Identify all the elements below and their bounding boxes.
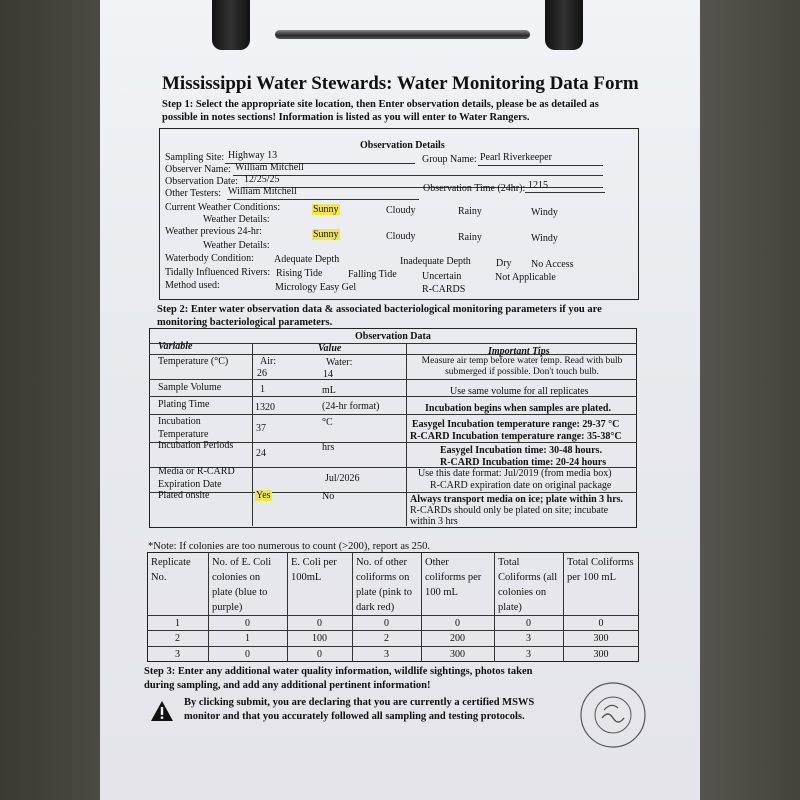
colony-note: *Note: If colonies are too numerous to count (>200), report as 250. <box>148 541 431 552</box>
current-weather-label: Current Weather Conditions: <box>165 202 281 213</box>
replicate-cell[interactable]: 100 <box>312 633 327 644</box>
replicate-cell[interactable]: 0 <box>455 618 460 629</box>
replicate-cell[interactable]: 300 <box>593 649 609 660</box>
clipboard-clip-bar <box>275 30 530 39</box>
group-name-line <box>478 165 603 166</box>
mississippi-water-stewards-seal-icon <box>578 680 648 750</box>
method-used-label: Method used: <box>165 280 220 291</box>
observation-time-line <box>525 192 605 193</box>
easygel-time-tip: Easygel Incubation time: 30-48 hours. <box>440 445 602 456</box>
method-rcards[interactable]: R-CARDS <box>422 284 466 295</box>
sample-volume-field[interactable]: 1 <box>260 384 265 395</box>
plated-onsite-tip2: R-CARDs should only be plated on site; incubate within 3 hrs <box>410 505 609 527</box>
incubation-temperature-label: Incubation Temperature <box>158 416 209 440</box>
temperature-tip: Measure air temp before water temp. Read with bulb submerged if possible. Don't touch bulb. <box>421 356 623 377</box>
tidal-rivers-label: Tidally Influenced Rivers: <box>165 267 271 278</box>
expiration-tip2: R-CARD expiration date on original package <box>430 480 612 491</box>
method-easygel[interactable]: Micrology Easy Gel <box>275 282 357 293</box>
observer-name-label: Observer Name: <box>165 164 231 175</box>
plating-time-tip: Incubation begins when samples are plated. <box>425 403 611 414</box>
expiration-tip1: Use this date format: Jul/2019 (from media box) <box>418 468 612 479</box>
plating-time-field[interactable]: 1320 <box>255 402 275 413</box>
tidal-rising[interactable]: Rising Tide <box>276 268 323 279</box>
rep-table-rule <box>147 646 639 647</box>
sample-volume-label: Sample Volume <box>158 382 222 393</box>
rcard-time-tip: R-CARD Incubation time: 20-24 hours <box>440 457 607 468</box>
air-temp-field[interactable]: 26 <box>257 368 267 379</box>
replicate-cell[interactable]: 0 <box>384 618 389 629</box>
replicate-cell[interactable]: 3 <box>384 649 389 660</box>
water-temp-field[interactable]: 14 <box>323 369 333 380</box>
form-paper <box>100 0 700 800</box>
previous-weather-cloudy[interactable]: Cloudy <box>386 231 416 242</box>
warning-icon <box>150 700 174 722</box>
replicate-header-6: Total Coliforms per 100 mL <box>567 557 634 583</box>
tidal-uncertain[interactable]: Uncertain <box>422 271 462 282</box>
plated-onsite-no[interactable]: No <box>322 491 335 502</box>
replicate-header-5: Total Coliforms (all colonies on plate) <box>498 557 558 613</box>
easygel-temp-tip: Easygel Incubation temperature range: 29-37 °C <box>412 419 620 430</box>
replicate-header-3: No. of other coliforms on plate (pink to dark red) <box>356 557 412 613</box>
replicate-header-4: Other coliforms per 100 mL <box>425 557 482 598</box>
rcard-temp-tip: R-CARD Incubation temperature range: 35-38°C <box>410 431 622 442</box>
declaration-line1: By clicking submit, you are declaring that you are currently a certified MSWS <box>184 697 535 708</box>
observation-date-field[interactable]: 12/25/25 <box>244 174 280 185</box>
observation-data-heading: Observation Data <box>355 331 431 342</box>
step3-line1: Step 3: Enter any additional water quality information, wildlife sightings, photos taken <box>144 666 533 677</box>
declaration-line2: monitor and that you accurately followed all sampling and testing protocols. <box>184 711 525 722</box>
previous-weather-details-label: Weather Details: <box>203 240 270 251</box>
plated-onsite-label: Plated onsite <box>158 490 210 501</box>
obs-table-divider <box>406 343 407 526</box>
water-label: Water: <box>326 357 353 368</box>
col-value-header: Value <box>318 343 342 354</box>
replicate-cell[interactable]: 3 <box>526 633 531 644</box>
replicate-header-1: No. of E. Coli colonies on plate (blue to purple) <box>212 557 272 613</box>
step1-line1: Step 1: Select the appropriate site location, then Enter observation details, please be as detailed as <box>162 99 599 110</box>
obs-table-rule <box>149 354 637 355</box>
observation-time-label: Observation Time (24hr): <box>423 183 526 194</box>
other-testers-line <box>227 199 419 200</box>
replicate-cell[interactable]: 300 <box>593 633 609 644</box>
air-label: Air: <box>260 356 277 367</box>
plated-onsite-yes[interactable]: Yes <box>256 490 271 501</box>
obs-table-divider <box>252 343 253 526</box>
col-tips-header: Important Tips <box>488 346 550 357</box>
replicate-number: 2 <box>175 633 180 644</box>
tidal-not-applicable[interactable]: Not Applicable <box>495 272 556 283</box>
obs-table-rule <box>149 396 637 397</box>
replicate-header-0: Replicate No. <box>151 557 191 583</box>
replicate-header-2: E. Coli per 100mL <box>291 557 337 583</box>
obs-table-rule <box>149 343 637 344</box>
replicate-number: 3 <box>175 649 180 660</box>
sample-volume-unit: mL <box>322 385 336 396</box>
replicate-cell[interactable]: 0 <box>245 618 250 629</box>
replicate-number: 1 <box>175 618 180 629</box>
replicate-cell[interactable]: 200 <box>450 633 465 644</box>
sample-volume-tip: Use same volume for all replicates <box>450 386 589 397</box>
observer-name-field[interactable]: William Mitchell <box>235 162 304 173</box>
observation-time-field[interactable]: 1215 <box>528 180 548 191</box>
incubation-periods-field[interactable]: 24 <box>256 448 266 459</box>
expiration-label: Media or R-CARD Expiration Date <box>158 466 235 490</box>
waterbody-condition-label: Waterbody Condition: <box>165 253 254 264</box>
sampling-site-label: Sampling Site: <box>165 152 225 163</box>
replicate-cell[interactable]: 2 <box>384 633 389 644</box>
incubation-periods-label: Incubation Periods <box>158 440 234 451</box>
current-weather-cloudy[interactable]: Cloudy <box>386 205 416 216</box>
waterbody-inadequate-depth[interactable]: Inadequate Depth <box>400 256 471 267</box>
plating-time-unit: (24-hr format) <box>322 401 380 412</box>
other-testers-label: Other Testers: <box>165 188 222 199</box>
clipboard-clip-left <box>212 0 250 50</box>
col-variable-header: Variable <box>158 341 193 352</box>
clipboard-clip-right <box>545 0 583 50</box>
current-weather-windy[interactable]: Windy <box>531 207 558 218</box>
plating-time-label: Plating Time <box>158 399 210 410</box>
observation-date-label: Observation Date: <box>165 176 239 187</box>
background-right <box>700 0 800 800</box>
previous-weather-windy[interactable]: Windy <box>531 233 558 244</box>
obs-table-rule <box>149 379 637 380</box>
replicate-cell[interactable]: 0 <box>317 649 322 660</box>
waterbody-no-access[interactable]: No Access <box>531 259 574 270</box>
obs-table-rule <box>149 492 637 493</box>
replicate-cell[interactable]: 0 <box>598 618 604 629</box>
step2-line1: Step 2: Enter water observation data & associated bacteriological monitoring parameters if you are <box>157 304 602 315</box>
form-title: Mississippi Water Stewards: Water Monitoring Data Form <box>162 73 639 94</box>
sampling-site-field[interactable]: Highway 13 <box>228 150 278 161</box>
plated-onsite-tip1: Always transport media on ice; plate within 3 hrs. <box>410 494 624 505</box>
previous-weather-rainy[interactable]: Rainy <box>458 232 482 243</box>
step3-line2: during sampling, and add any additional pertinent information! <box>144 680 431 691</box>
waterbody-adequate-depth[interactable]: Adequate Depth <box>274 254 340 265</box>
incubation-temperature-unit: °C <box>322 417 333 428</box>
replicate-cell[interactable]: 0 <box>245 649 250 660</box>
tidal-falling[interactable]: Falling Tide <box>348 269 397 280</box>
previous-weather-sunny[interactable]: Sunny <box>313 229 339 240</box>
incubation-temperature-field[interactable]: 37 <box>256 423 266 434</box>
observer-name-line <box>233 175 603 176</box>
rep-table-rule <box>147 615 639 616</box>
previous-weather-label: Weather previous 24-hr: <box>165 226 262 237</box>
step1-line2: possible in notes sections! Information is listed as you will enter to Water Rangers. <box>162 112 530 123</box>
observation-details-heading: Observation Details <box>360 140 445 151</box>
current-weather-details-label: Weather Details: <box>203 214 270 225</box>
replicate-cell[interactable]: 0 <box>317 618 322 629</box>
replicate-cell[interactable]: 0 <box>526 618 531 629</box>
other-testers-field[interactable]: William Mitchell <box>228 186 297 197</box>
step2-line2: monitoring bacteriological parameters. <box>157 317 333 328</box>
replicate-cell[interactable]: 3 <box>526 649 531 660</box>
group-name-label: Group Name: <box>422 154 477 165</box>
incubation-periods-unit: hrs <box>322 442 335 453</box>
group-name-field[interactable]: Pearl Riverkeeper <box>480 152 552 163</box>
replicate-cell[interactable]: 300 <box>450 649 465 660</box>
background-left <box>0 0 100 800</box>
temperature-label: Temperature (°C) <box>158 356 229 367</box>
expiration-field[interactable]: Jul/2026 <box>325 473 360 484</box>
rep-table-rule <box>147 630 639 631</box>
current-weather-sunny[interactable]: Sunny <box>313 204 339 215</box>
waterbody-dry[interactable]: Dry <box>496 258 512 269</box>
replicate-cell[interactable]: 1 <box>245 633 250 644</box>
current-weather-rainy[interactable]: Rainy <box>458 206 482 217</box>
